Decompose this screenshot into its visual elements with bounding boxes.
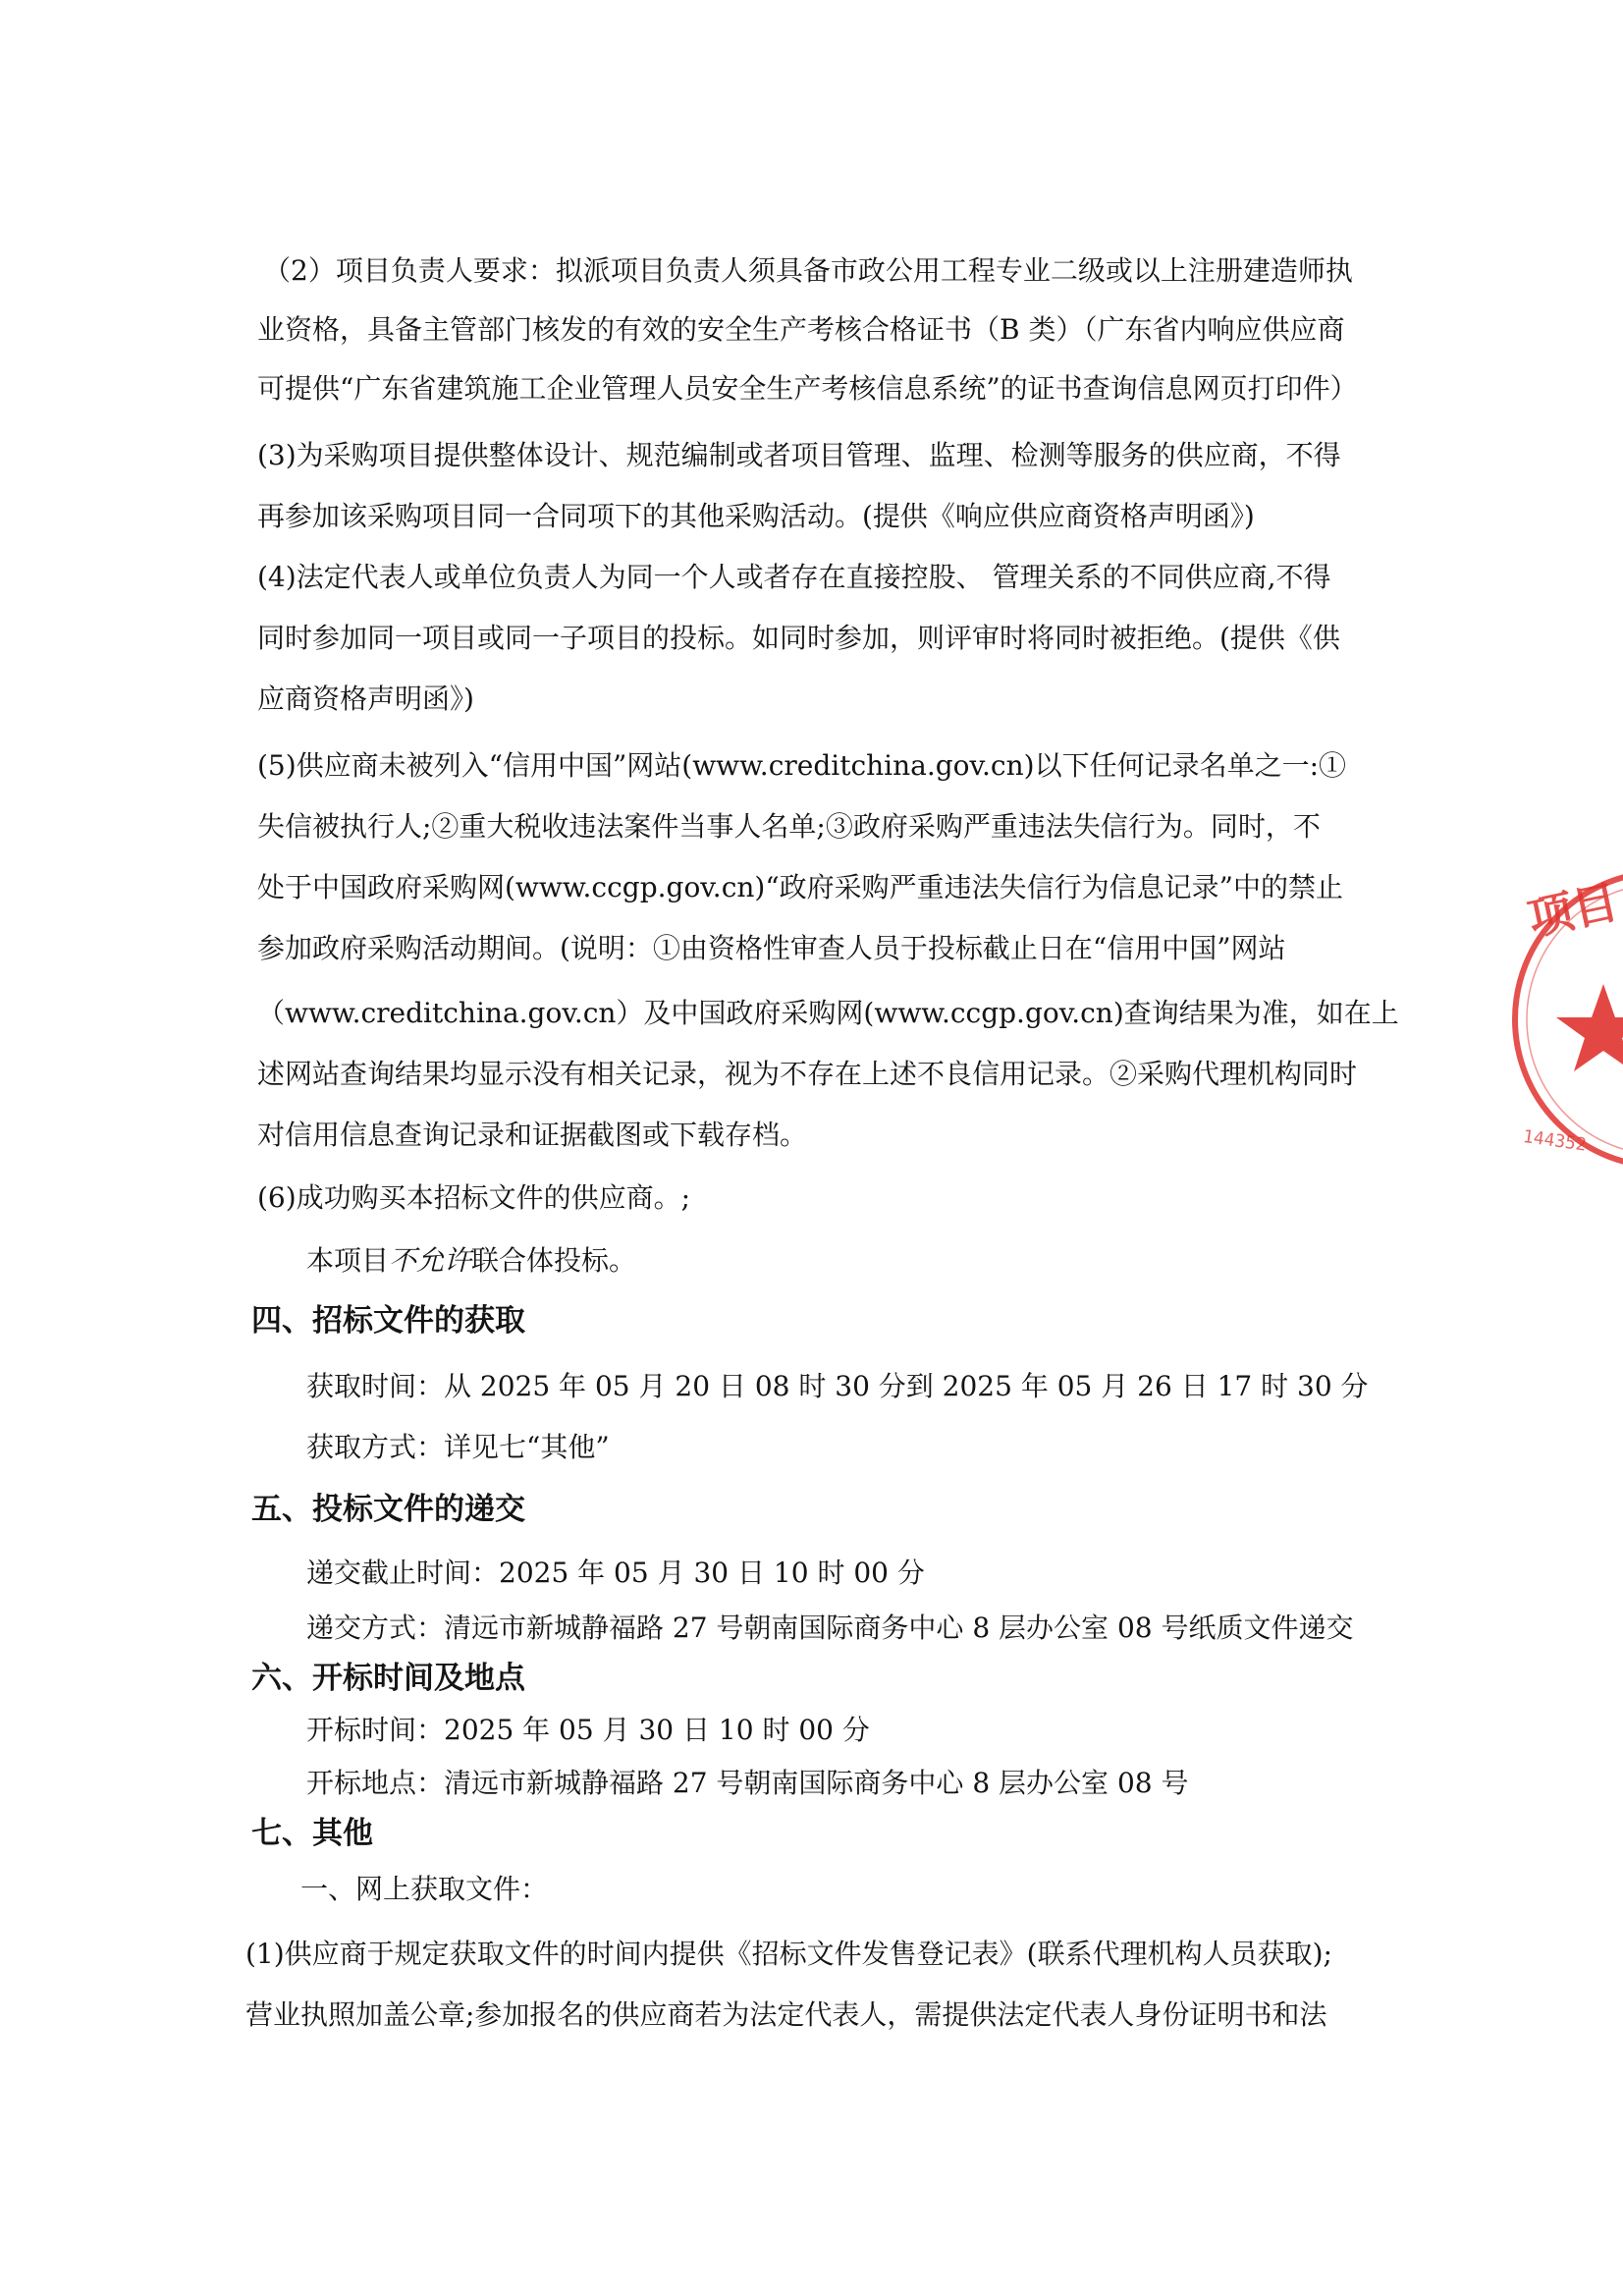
section-heading-4: 四、招标文件的获取: [251, 1303, 525, 1339]
consortium-sentence: [306, 1241, 636, 1281]
paragraph-line: 同时参加同一项目或同一子项目的投标。如同时参加，则评审时将同时被拒绝。(提供《供: [257, 622, 1340, 654]
acquire-time: 获取时间：从 2025 年 05 月 20 日 08 时 30 分到 2025 年 05 月 26 日 17 时 30 分: [306, 1370, 1369, 1402]
consortium-text-emphasis: 不允许: [389, 1244, 472, 1277]
paragraph-line: 失信被执行人;②重大税收违法案件当事人名单;③政府采购严重违法失信行为。同时，不: [257, 810, 1321, 843]
consortium-text-post: 联合体投标。: [471, 1244, 637, 1277]
submit-method: 递交方式：清远市新城静福路 27 号朝南国际商务中心 8 层办公室 08 号纸质文件递交: [306, 1612, 1354, 1644]
paragraph-line: 营业执照加盖公章;参加报名的供应商若为法定代表人，需提供法定代表人身份证明书和法: [245, 1998, 1327, 2031]
paragraph-line: (4)法定代表人或单位负责人为同一个人或者存在直接控股、 管理关系的不同供应商,不得: [257, 561, 1331, 593]
section-heading-6: 六、开标时间及地点: [251, 1661, 525, 1696]
acquire-method: 获取方式：详见七“其他”: [306, 1431, 610, 1463]
section-heading-7: 七、其他: [251, 1816, 373, 1851]
paragraph-line: 参加政府采购活动期间。(说明：①由资格性审查人员于投标截止日在“信用中国”网站: [257, 932, 1286, 964]
paragraph-line: (3)为采购项目提供整体设计、规范编制或者项目管理、监理、检测等服务的供应商，不得: [257, 439, 1341, 471]
paragraph-line: 述网站查询结果均显示没有相关记录，视为不存在上述不良信用记录。②采购代理机构同时: [257, 1058, 1358, 1090]
paragraph-line: （2）项目负责人要求：拟派项目负责人须具备市政公用工程专业二级或以上注册建造师执: [263, 254, 1353, 287]
subsection-online-acquire: 一、网上获取文件：: [300, 1873, 549, 1905]
seal-top-text: 项目: [1523, 874, 1623, 946]
submit-deadline: 递交截止时间：2025 年 05 月 30 日 10 时 00 分: [306, 1557, 925, 1589]
paragraph-line: 业资格，具备主管部门核发的有效的安全生产考核合格证书（B 类）（广东省内响应供应商: [257, 313, 1345, 346]
opening-time: 开标时间：2025 年 05 月 30 日 10 时 00 分: [306, 1714, 870, 1746]
section-heading-5: 五、投标文件的递交: [251, 1492, 525, 1527]
paragraph-line: (1)供应商于规定获取文件的时间内提供《招标文件发售登记表》(联系代理机构人员获取);: [245, 1938, 1332, 1970]
paragraph-line: 再参加该采购项目同一合同项下的其他采购活动。(提供《响应供应商资格声明函》): [257, 500, 1255, 532]
official-seal: [1500, 852, 1623, 1186]
seal-number-text: 144352: [1521, 1125, 1588, 1156]
paragraph-line: 处于中国政府采购网(www.ccgp.gov.cn)“政府采购严重违法失信行为信息记录”中的禁止: [257, 871, 1343, 903]
opening-place: 开标地点：清远市新城静福路 27 号朝南国际商务中心 8 层办公室 08 号: [306, 1767, 1189, 1799]
paragraph-line: 对信用信息查询记录和证据截图或下载存档。: [257, 1119, 808, 1151]
paragraph-line: 应商资格声明函》): [257, 683, 474, 715]
paragraph-line: (5)供应商未被列入“信用中国”网站(www.creditchina.gov.cn)以下任何记录名单之一:①: [257, 749, 1347, 782]
paragraph-line: 可提供“广东省建筑施工企业管理人员安全生产考核信息系统”的证书查询信息网页打印件）: [257, 372, 1358, 405]
consortium-text-pre: 本项目: [306, 1244, 390, 1277]
paragraph-line: （www.creditchina.gov.cn）及中国政府采购网(www.ccgp.gov.cn)查询结果为准，如在上: [257, 997, 1399, 1029]
paragraph-line: (6)成功购买本招标文件的供应商。;: [257, 1181, 691, 1214]
